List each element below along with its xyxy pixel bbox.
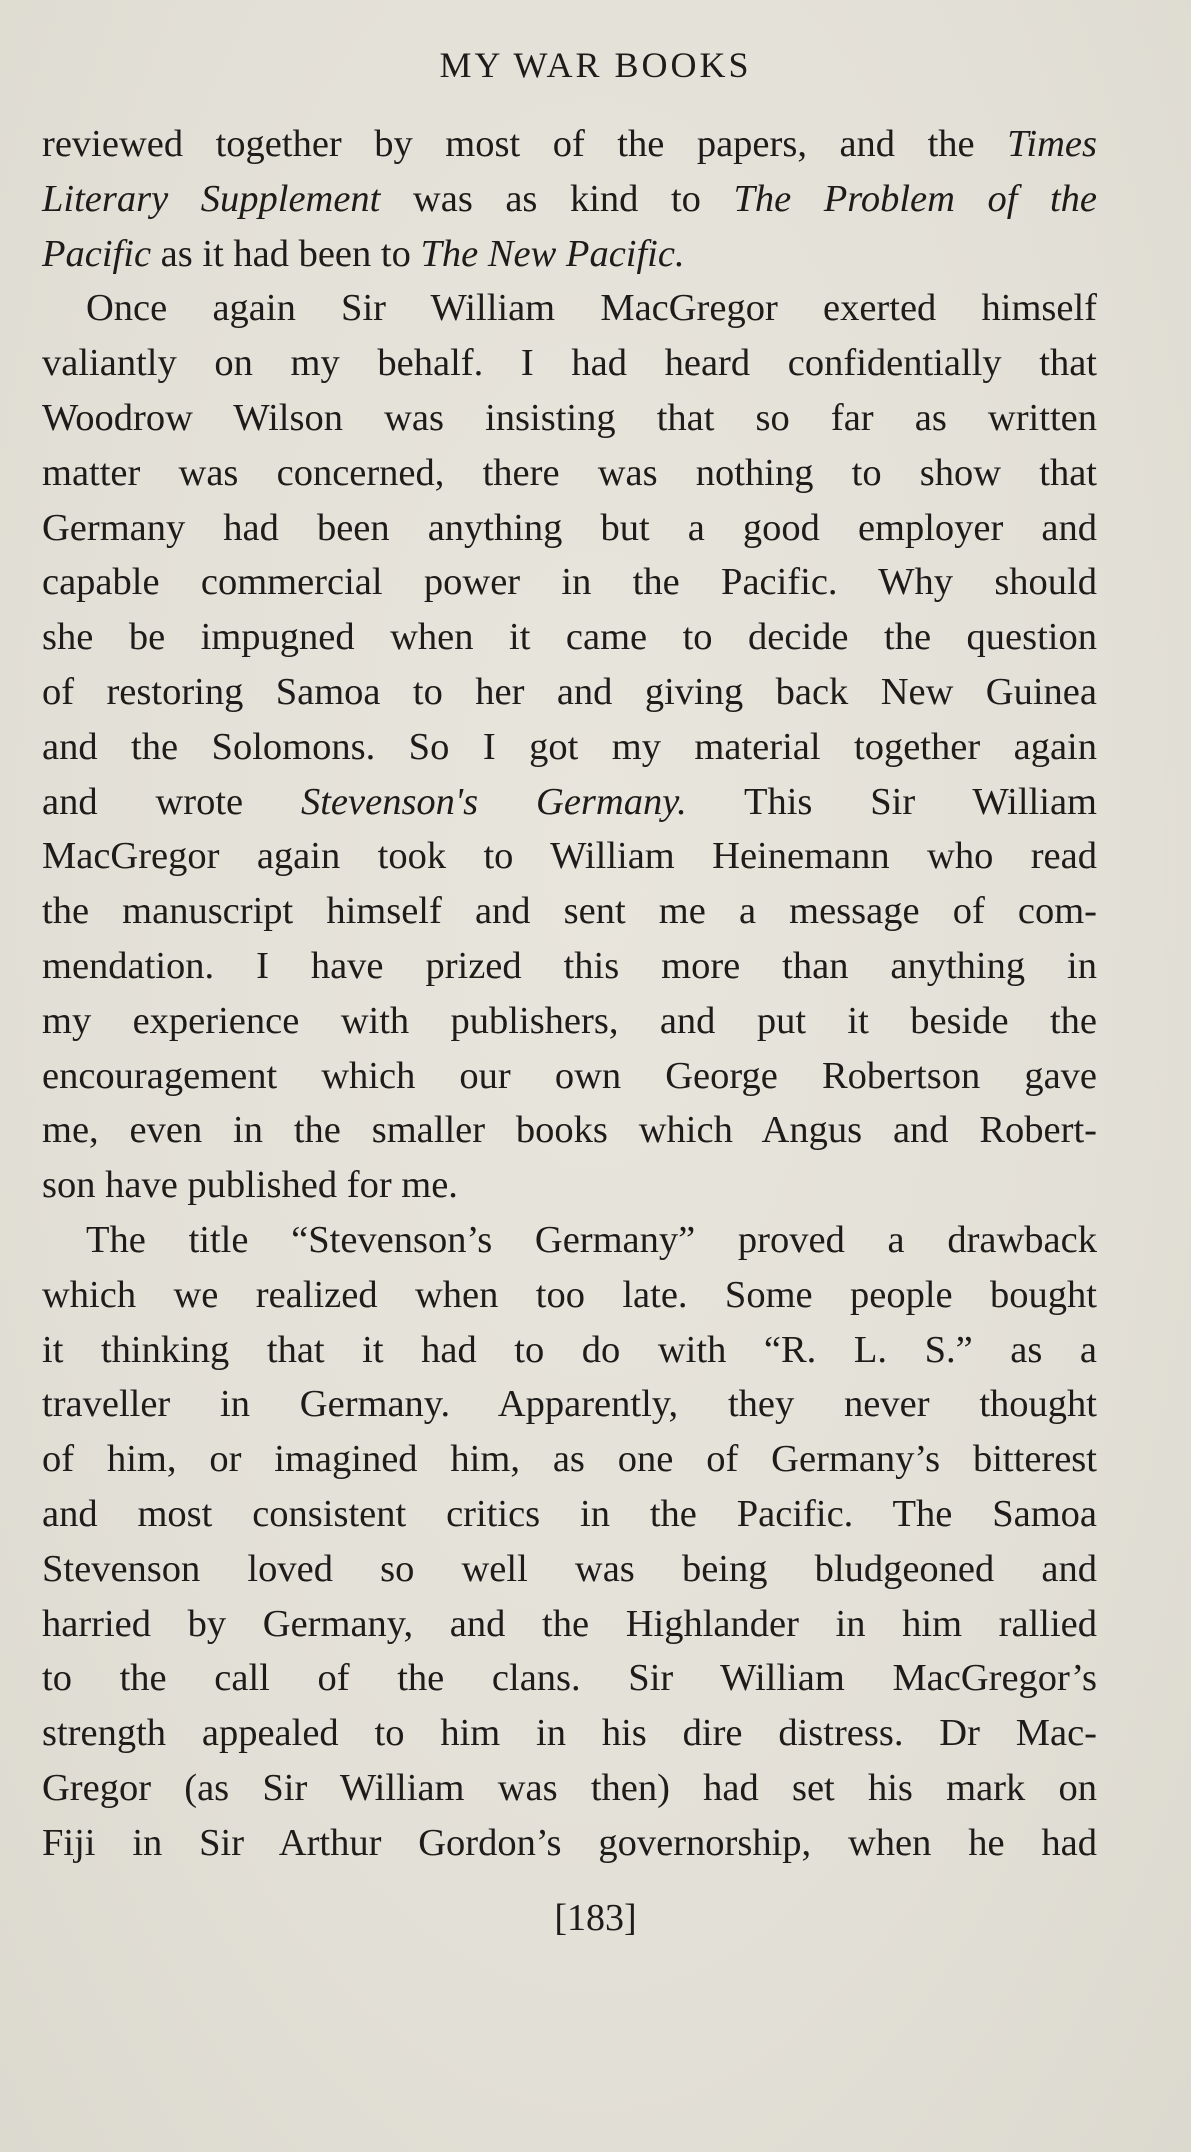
- text-line: [42, 227, 1097, 282]
- text-line: [42, 1651, 1097, 1706]
- text-run: to the call of the clans. Sir William MacGregor’s: [42, 1657, 1097, 1700]
- text-run: Germany had been anything but a good employer and: [42, 506, 1097, 549]
- text-line: [42, 1597, 1097, 1652]
- text-line: [42, 775, 1097, 830]
- text-run: reviewed together by most of the papers, and the: [42, 123, 1008, 165]
- text-line: [42, 939, 1097, 994]
- running-head: MY WAR BOOKS: [439, 45, 752, 85]
- text-line: [42, 994, 1097, 1049]
- text-line: [42, 829, 1097, 884]
- text-line: [42, 1706, 1097, 1761]
- text-line: [42, 884, 1097, 939]
- page-number: [183]: [554, 1897, 637, 1939]
- text-run: Fiji in Sir Arthur Gordon’s governorship, when he had: [42, 1821, 1097, 1864]
- text-run: son have published for me.: [42, 1164, 458, 1207]
- text-run: traveller in Germany. Apparently, they never thought: [42, 1383, 1097, 1426]
- text-run: The title “Stevenson’s Germany” proved a drawback: [86, 1218, 1097, 1261]
- italic-title: Literary Supplement: [42, 177, 381, 220]
- text-run: of him, or imagined him, as one of Germany’s bitterest: [42, 1438, 1097, 1481]
- text-line: [42, 1542, 1097, 1597]
- text-line: [42, 665, 1097, 720]
- text-line: [42, 1103, 1097, 1158]
- text-run: she be impugned when it came to decide the question: [42, 616, 1097, 659]
- text-run: MacGregor again took to William Heinemann who read: [42, 835, 1097, 878]
- text-run: it thinking that it had to do with “R. L. S.” as a: [42, 1328, 1097, 1371]
- text-run: Once again Sir William MacGregor exerted himself: [86, 287, 1097, 330]
- italic-title: Stevenson's Germany.: [300, 780, 687, 823]
- text-line: [42, 1432, 1097, 1487]
- text-line: [42, 1816, 1097, 1871]
- text-line: [42, 1487, 1097, 1542]
- italic-title: Times: [1007, 123, 1097, 165]
- text-line: [42, 555, 1097, 610]
- text-run: my experience with publishers, and put it beside the: [42, 999, 1097, 1042]
- text-line: [42, 1377, 1097, 1432]
- text-run: and wrote: [42, 780, 301, 823]
- text-run: mendation. I have prized this more than anything in: [42, 944, 1097, 987]
- text-run: Stevenson loved so well was being bludgeoned and: [42, 1547, 1097, 1590]
- text-line: [42, 1268, 1097, 1323]
- text-run: was as kind to: [380, 177, 734, 220]
- text-run: which we realized when too late. Some people bought: [42, 1273, 1097, 1316]
- italic-title: The Problem of the: [733, 177, 1098, 220]
- text-line: [42, 1213, 1097, 1268]
- text-run: valiantly on my behalf. I had heard confidentially that: [42, 342, 1097, 385]
- text-run: of restoring Samoa to her and giving back New Guinea: [42, 670, 1097, 713]
- italic-title: Pacific: [42, 232, 152, 275]
- text-line: [42, 391, 1097, 446]
- text-run: strength appealed to him in his dire distress. Dr Mac-: [42, 1712, 1097, 1755]
- text-run: as it had been to: [151, 232, 421, 275]
- text-line: [42, 336, 1097, 391]
- text-run: matter was concerned, there was nothing to show that: [42, 451, 1097, 494]
- text-line: [42, 117, 1097, 172]
- italic-title: The New Pacific.: [420, 232, 685, 275]
- text-line: [42, 446, 1097, 501]
- text-run: harried by Germany, and the Highlander in him rallied: [42, 1602, 1097, 1645]
- text-run: and most consistent critics in the Pacific. The Samoa: [42, 1492, 1097, 1535]
- text-run: and the Solomons. So I got my material together again: [42, 725, 1097, 768]
- text-line: [42, 281, 1097, 336]
- text-run: Woodrow Wilson was insisting that so far as written: [42, 396, 1097, 439]
- text-line: [42, 172, 1097, 227]
- text-line: [42, 1049, 1097, 1104]
- body-text: [42, 117, 1097, 1871]
- text-line: [42, 610, 1097, 665]
- text-line: [42, 1158, 1097, 1213]
- text-run: capable commercial power in the Pacific. Why should: [42, 561, 1097, 604]
- text-run: encouragement which our own George Robertson gave: [42, 1054, 1097, 1097]
- text-line: [42, 1323, 1097, 1378]
- text-run: This Sir William: [686, 780, 1097, 823]
- text-line: [42, 501, 1097, 556]
- text-run: me, even in the smaller books which Angus and Robert-: [42, 1109, 1097, 1152]
- text-line: [42, 1761, 1097, 1816]
- text-run: the manuscript himself and sent me a message of com-: [42, 890, 1097, 933]
- text-line: [42, 720, 1097, 775]
- text-run: Gregor (as Sir William was then) had set his mark on: [42, 1766, 1097, 1809]
